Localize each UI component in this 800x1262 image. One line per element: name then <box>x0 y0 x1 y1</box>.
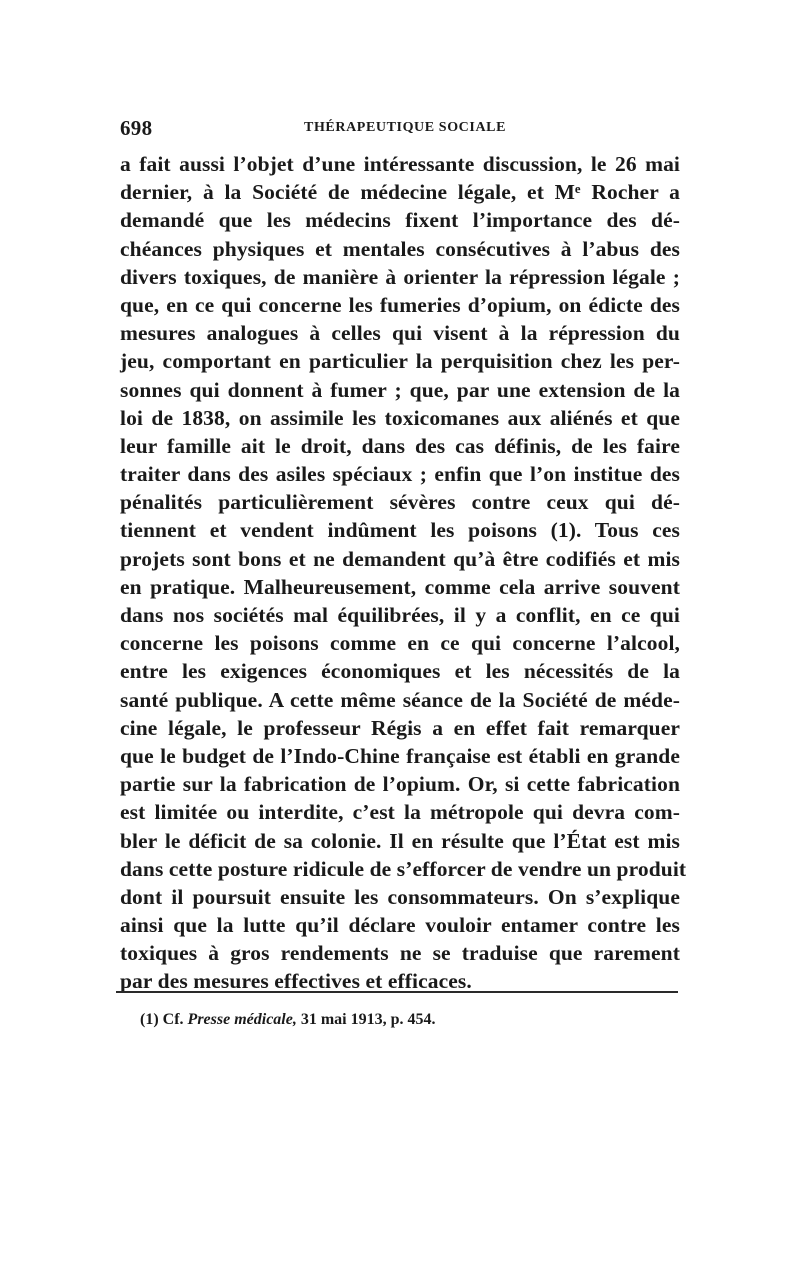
page-header <box>120 116 680 142</box>
text-line: dernier, à la Société de médecine légale, et Mᵉ Rocher a <box>120 180 680 205</box>
text-line: dont il poursuit ensuite les consommateurs. On s’explique <box>120 884 680 909</box>
footnote-divider <box>116 991 678 993</box>
text-line: jeu, comportant en particulier la perquisition chez les per- <box>120 349 680 374</box>
footnote-prefix: (1) Cf. <box>140 1011 184 1028</box>
text-line: toxiques à gros rendements ne se traduise que rarement <box>120 941 680 966</box>
text-line: projets sont bons et ne demandent qu’à être codifiés et mis <box>120 546 680 571</box>
text-line: tiennent et vendent indûment les poisons (1). Tous ces <box>120 518 680 543</box>
text-line: santé publique. A cette même séance de la Société de méde- <box>120 687 680 712</box>
text-line: traiter dans des asiles spéciaux ; enfin que l’on institue des <box>120 462 680 487</box>
text-line: leur famille ait le droit, dans des cas définis, de les faire <box>120 433 680 458</box>
text-line: que le budget de l’Indo-Chine française est établi en grande <box>120 743 680 768</box>
text-line: est limitée ou interdite, c’est la métropole qui devra com- <box>120 800 680 825</box>
text-line: sonnes qui donnent à fumer ; que, par une extension de la <box>120 377 680 402</box>
text-line: entre les exigences économiques et les nécessités de la <box>120 659 680 684</box>
footnote-journal: Presse médicale, <box>187 1011 297 1028</box>
text-line: concerne les poisons comme en ce qui concerne l’alcool, <box>120 631 680 656</box>
text-line: par des mesures effectives et efficaces. <box>120 969 472 994</box>
text-line: bler le déficit de sa colonie. Il en résulte que l’État est mis <box>120 828 680 853</box>
running-title: THÉRAPEUTIQUE SOCIALE <box>304 120 507 135</box>
text-line: pénalités particulièrement sévères contre ceux qui dé- <box>120 490 680 515</box>
footnote-citation: 31 mai 1913, p. 454. <box>300 1011 436 1028</box>
text-line: cine légale, le professeur Régis a en effet fait remarquer <box>120 715 680 740</box>
text-line: que, en ce qui concerne les fumeries d’opium, on édicte des <box>120 292 680 317</box>
text-line: en pratique. Malheureusement, comme cela arrive souvent <box>120 574 680 599</box>
footnote <box>140 1011 436 1029</box>
text-line: ainsi que la lutte qu’il déclare vouloir entamer contre les <box>120 913 680 938</box>
text-line: dans nos sociétés mal équilibrées, il y a conflit, en ce qui <box>120 603 680 627</box>
text-line: chéances physiques et mentales consécutives à l’abus des <box>120 236 680 261</box>
body-paragraph <box>120 150 687 996</box>
text-line: divers toxiques, de manière à orienter la répression légale ; <box>120 264 680 289</box>
text-line: partie sur la fabrication de l’opium. Or, si cette fabrication <box>120 772 680 797</box>
text-line: loi de 1838, on assimile les toxicomanes aux aliénés et que <box>120 405 680 430</box>
page-number: 698 <box>120 116 153 140</box>
text-line: mesures analogues à celles qui visent à la répression du <box>120 321 680 346</box>
text-line: a fait aussi l’objet d’une intéressante discussion, le 26 mai <box>120 152 680 176</box>
text-line: demandé que les médecins fixent l’importance des dé- <box>120 208 680 233</box>
text-line: dans cette posture ridicule de s’efforcer de vendre un produit <box>120 856 687 881</box>
